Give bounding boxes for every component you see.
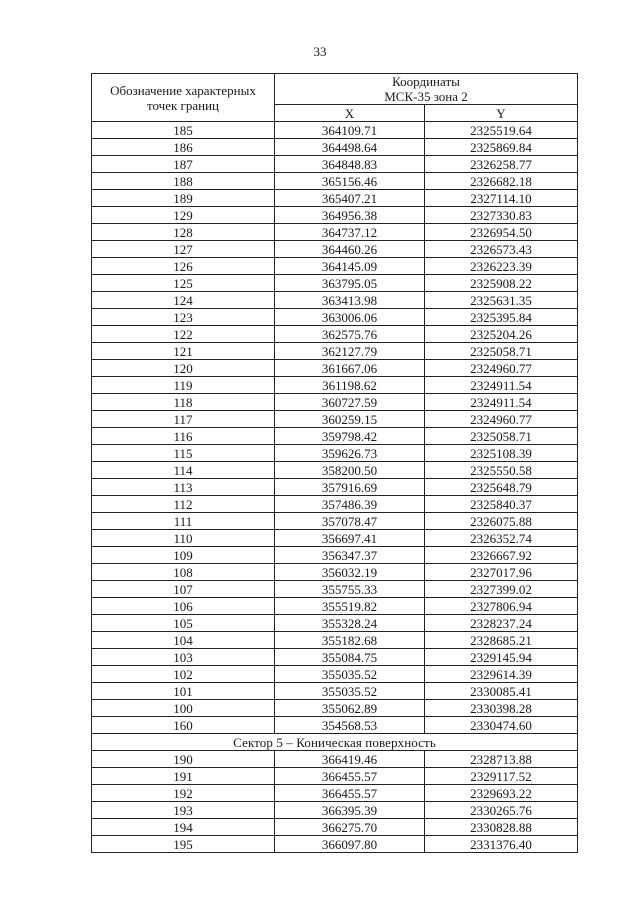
table-row: [92, 326, 578, 343]
coordinates-header: [275, 74, 578, 105]
table-row: [92, 479, 578, 496]
point-id-cell: 113: [92, 479, 275, 496]
y-coordinate-cell: 2330085.41: [425, 683, 578, 700]
point-id-cell: 114: [92, 462, 275, 479]
point-id-cell: 117: [92, 411, 275, 428]
x-coordinate-cell: 357916.69: [275, 479, 425, 496]
y-coordinate-cell: 2330474.60: [425, 717, 578, 734]
point-label-line2: точек границ: [146, 97, 220, 113]
table-row: [92, 428, 578, 445]
table-row: [92, 292, 578, 309]
point-id-cell: 188: [92, 173, 275, 190]
table-body: [92, 122, 578, 853]
y-coordinate-cell: 2325550.58: [425, 462, 578, 479]
coords-line1: Координаты: [392, 74, 460, 89]
section-row: [92, 734, 578, 751]
x-coordinate-cell: 364109.71: [275, 122, 425, 139]
x-coordinate-cell: 354568.53: [275, 717, 425, 734]
y-coordinate-cell: 2325908.22: [425, 275, 578, 292]
point-id-cell: 111: [92, 513, 275, 530]
x-coordinate-cell: 355755.33: [275, 581, 425, 598]
y-coordinate-cell: 2326075.88: [425, 513, 578, 530]
table-row: [92, 258, 578, 275]
point-id-cell: 190: [92, 751, 275, 768]
y-coordinate-cell: 2325631.35: [425, 292, 578, 309]
coordinates-table: [91, 73, 578, 853]
point-id-cell: 109: [92, 547, 275, 564]
y-coordinate-cell: 2328685.21: [425, 632, 578, 649]
table-row: [92, 207, 578, 224]
y-coordinate-cell: 2325840.37: [425, 496, 578, 513]
y-coordinate-cell: 2330398.28: [425, 700, 578, 717]
x-coordinate-cell: 356697.41: [275, 530, 425, 547]
point-id-cell: 102: [92, 666, 275, 683]
x-coordinate-cell: 363006.06: [275, 309, 425, 326]
x-coordinate-cell: 361198.62: [275, 377, 425, 394]
x-coordinate-cell: 364737.12: [275, 224, 425, 241]
y-coordinate-cell: 2327114.10: [425, 190, 578, 207]
table-row: [92, 462, 578, 479]
point-id-cell: 126: [92, 258, 275, 275]
table-row: [92, 598, 578, 615]
point-id-cell: 110: [92, 530, 275, 547]
point-id-cell: 119: [92, 377, 275, 394]
table-row: [92, 394, 578, 411]
table-row: [92, 785, 578, 802]
point-id-cell: 194: [92, 819, 275, 836]
point-id-cell: 128: [92, 224, 275, 241]
y-coordinate-cell: 2326573.43: [425, 241, 578, 258]
y-coordinate-cell: 2324960.77: [425, 411, 578, 428]
y-coordinate-cell: 2330828.88: [425, 819, 578, 836]
table-row: [92, 717, 578, 734]
y-coordinate-cell: 2329693.22: [425, 785, 578, 802]
point-id-cell: 187: [92, 156, 275, 173]
x-coordinate-cell: 364460.26: [275, 241, 425, 258]
table-row: [92, 513, 578, 530]
point-id-cell: 129: [92, 207, 275, 224]
x-coordinate-cell: 355328.24: [275, 615, 425, 632]
x-coordinate-cell: 364145.09: [275, 258, 425, 275]
x-coordinate-cell: 355519.82: [275, 598, 425, 615]
point-id-cell: 101: [92, 683, 275, 700]
x-coordinate-cell: 359798.42: [275, 428, 425, 445]
table-row: [92, 819, 578, 836]
y-coordinate-cell: 2325648.79: [425, 479, 578, 496]
table-row: [92, 564, 578, 581]
point-id-cell: 189: [92, 190, 275, 207]
y-coordinate-cell: 2329145.94: [425, 649, 578, 666]
x-coordinate-cell: 355035.52: [275, 683, 425, 700]
table-row: [92, 241, 578, 258]
x-coordinate-cell: 361667.06: [275, 360, 425, 377]
point-id-cell: 116: [92, 428, 275, 445]
x-coordinate-cell: 360727.59: [275, 394, 425, 411]
y-coordinate-cell: 2326223.39: [425, 258, 578, 275]
table-row: [92, 139, 578, 156]
x-coordinate-cell: 366455.57: [275, 768, 425, 785]
table-row: [92, 649, 578, 666]
y-coordinate-cell: 2326352.74: [425, 530, 578, 547]
x-coordinate-cell: 355084.75: [275, 649, 425, 666]
table-row: [92, 275, 578, 292]
point-id-cell: 186: [92, 139, 275, 156]
x-coordinate-cell: 366097.80: [275, 836, 425, 853]
x-coordinate-cell: 365156.46: [275, 173, 425, 190]
point-id-cell: 118: [92, 394, 275, 411]
y-coordinate-cell: 2329117.52: [425, 768, 578, 785]
table-row: [92, 343, 578, 360]
y-coordinate-cell: 2330265.76: [425, 802, 578, 819]
y-coordinate-cell: 2326258.77: [425, 156, 578, 173]
y-coordinate-cell: 2327017.96: [425, 564, 578, 581]
point-designation-header: [92, 74, 275, 122]
table-row: [92, 309, 578, 326]
table-row: [92, 768, 578, 785]
point-id-cell: 100: [92, 700, 275, 717]
table-row: [92, 173, 578, 190]
x-coordinate-cell: 366395.39: [275, 802, 425, 819]
y-coordinate-cell: 2328713.88: [425, 751, 578, 768]
coords-line2: МСК-35 зона 2: [384, 89, 468, 104]
point-id-cell: 123: [92, 309, 275, 326]
point-id-cell: 195: [92, 836, 275, 853]
table-header: [92, 74, 578, 122]
point-id-cell: 160: [92, 717, 275, 734]
table-row: [92, 360, 578, 377]
y-column-header: Y: [425, 105, 578, 122]
table-row: [92, 700, 578, 717]
table-row: [92, 190, 578, 207]
point-id-cell: 121: [92, 343, 275, 360]
page-number: 33: [313, 44, 327, 59]
table-row: [92, 683, 578, 700]
x-coordinate-cell: 366455.57: [275, 785, 425, 802]
y-coordinate-cell: 2328237.24: [425, 615, 578, 632]
point-id-cell: 112: [92, 496, 275, 513]
section-title: Сектор 5 – Коническая поверхность: [92, 734, 578, 751]
y-coordinate-cell: 2325519.64: [425, 122, 578, 139]
table-row: [92, 666, 578, 683]
y-coordinate-cell: 2331376.40: [425, 836, 578, 853]
table-row: [92, 377, 578, 394]
table-row: [92, 530, 578, 547]
table-row: [92, 615, 578, 632]
point-id-cell: 193: [92, 802, 275, 819]
y-coordinate-cell: 2324911.54: [425, 377, 578, 394]
y-coordinate-cell: 2327330.83: [425, 207, 578, 224]
point-id-cell: 103: [92, 649, 275, 666]
y-coordinate-cell: 2325204.26: [425, 326, 578, 343]
point-id-cell: 191: [92, 768, 275, 785]
table-row: [92, 445, 578, 462]
x-coordinate-cell: 364848.83: [275, 156, 425, 173]
x-coordinate-cell: 363795.05: [275, 275, 425, 292]
y-coordinate-cell: 2325869.84: [425, 139, 578, 156]
point-id-cell: 185: [92, 122, 275, 139]
point-id-cell: 122: [92, 326, 275, 343]
point-id-cell: 104: [92, 632, 275, 649]
x-coordinate-cell: 364956.38: [275, 207, 425, 224]
x-coordinate-cell: 355182.68: [275, 632, 425, 649]
point-id-cell: 192: [92, 785, 275, 802]
table-row: [92, 224, 578, 241]
x-coordinate-cell: 363413.98: [275, 292, 425, 309]
x-coordinate-cell: 360259.15: [275, 411, 425, 428]
x-coordinate-cell: 355062.89: [275, 700, 425, 717]
point-id-cell: 115: [92, 445, 275, 462]
table-row: [92, 547, 578, 564]
x-coordinate-cell: 357486.39: [275, 496, 425, 513]
point-id-cell: 120: [92, 360, 275, 377]
y-coordinate-cell: 2325108.39: [425, 445, 578, 462]
y-coordinate-cell: 2327399.02: [425, 581, 578, 598]
y-coordinate-cell: 2329614.39: [425, 666, 578, 683]
x-coordinate-cell: 362575.76: [275, 326, 425, 343]
point-id-cell: 125: [92, 275, 275, 292]
x-coordinate-cell: 366275.70: [275, 819, 425, 836]
y-coordinate-cell: 2324911.54: [425, 394, 578, 411]
x-coordinate-cell: 366419.46: [275, 751, 425, 768]
point-id-cell: 107: [92, 581, 275, 598]
table-row: [92, 411, 578, 428]
x-coordinate-cell: 359626.73: [275, 445, 425, 462]
x-coordinate-cell: 362127.79: [275, 343, 425, 360]
y-coordinate-cell: 2326667.92: [425, 547, 578, 564]
x-coordinate-cell: 355035.52: [275, 666, 425, 683]
y-coordinate-cell: 2326682.18: [425, 173, 578, 190]
y-coordinate-cell: 2326954.50: [425, 224, 578, 241]
x-column-header: X: [275, 105, 425, 122]
point-id-cell: 106: [92, 598, 275, 615]
x-coordinate-cell: 357078.47: [275, 513, 425, 530]
x-coordinate-cell: 356032.19: [275, 564, 425, 581]
x-coordinate-cell: 358200.50: [275, 462, 425, 479]
table-row: [92, 751, 578, 768]
x-coordinate-cell: 365407.21: [275, 190, 425, 207]
table-row: [92, 156, 578, 173]
table-row: [92, 836, 578, 853]
table-row: [92, 122, 578, 139]
y-coordinate-cell: 2325395.84: [425, 309, 578, 326]
y-coordinate-cell: 2324960.77: [425, 360, 578, 377]
x-coordinate-cell: 356347.37: [275, 547, 425, 564]
y-coordinate-cell: 2327806.94: [425, 598, 578, 615]
point-id-cell: 124: [92, 292, 275, 309]
y-coordinate-cell: 2325058.71: [425, 343, 578, 360]
table-row: [92, 581, 578, 598]
table-row: [92, 496, 578, 513]
point-id-cell: 108: [92, 564, 275, 581]
point-id-cell: 127: [92, 241, 275, 258]
point-label-line1: Обозначение характерных: [110, 82, 256, 98]
table-row: [92, 632, 578, 649]
y-coordinate-cell: 2325058.71: [425, 428, 578, 445]
point-id-cell: 105: [92, 615, 275, 632]
table-row: [92, 802, 578, 819]
x-coordinate-cell: 364498.64: [275, 139, 425, 156]
